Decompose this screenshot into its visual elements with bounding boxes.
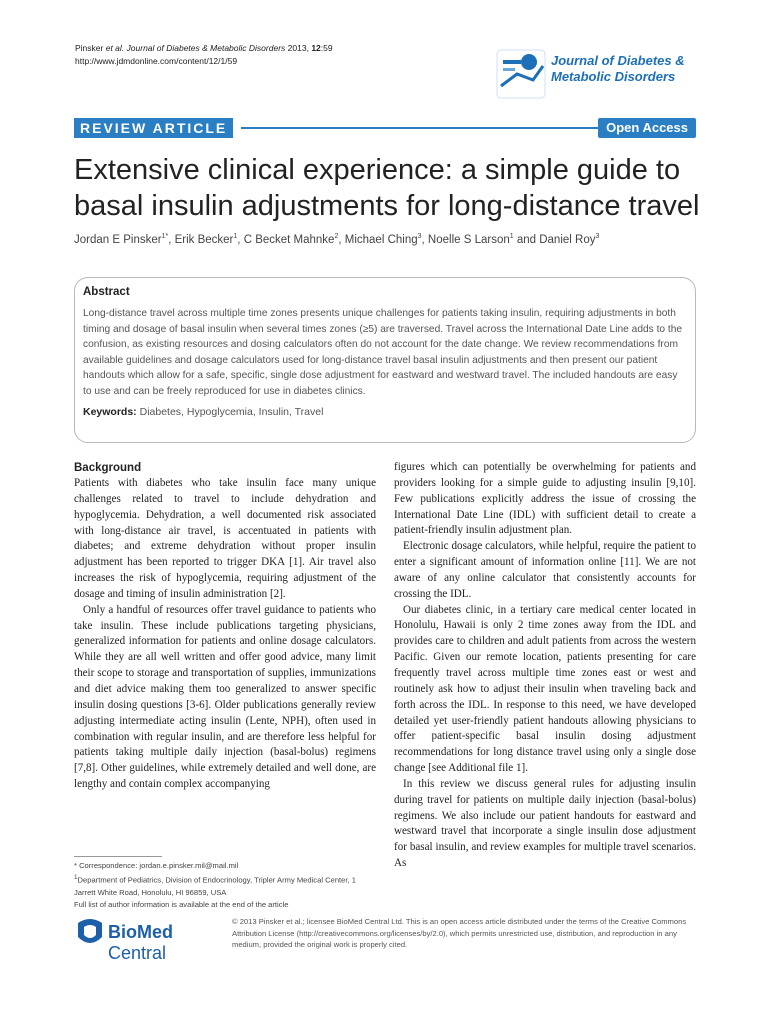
author-name: Michael Ching: [344, 233, 418, 246]
publisher-name: BioMed Central: [108, 922, 173, 963]
author-list: [74, 233, 714, 246]
article-title: Extensive clinical experience: a simple guide to basal insulin adjustments for long-distance travel: [74, 154, 700, 222]
author-name: C Becket Mahnke: [243, 233, 335, 246]
article-url[interactable]: http://www.jdmdonline.com/content/12/1/59: [75, 56, 238, 66]
abstract-box: [74, 277, 696, 443]
citation-header: [75, 42, 333, 68]
author-affiliation-sup: 1: [233, 233, 238, 240]
paragraph: Only a handful of resources offer travel guidance to patients who take insulin. These include publications targeting physicians, generalized information for patients and online dosage calculators. While they are all well written and offer good advice, many limit their scope to storage and transportation of supplies, immunizations and diet advice making them too generalized to answer specific insulin dosing questions [3-6]. Older publications generally review adjusting intermediate acting insulin (Lente, NPH), often used in combination with regular insulin, and are therefore less helpful for patients taking multiple daily injection (basal-bolus) regimens [7,8]. Other guidelines, while extremely detailed and well done, are lengthy and contain complex accompanying: [74, 603, 376, 791]
open-access-badge: Open Access: [598, 118, 696, 138]
author-separator: ,: [421, 233, 428, 246]
abstract-text: Long-distance travel across multiple time zones presents unique challenges for patients taking insulin, requiring adjustments in both timing and dosage of basal insulin when several times zones (≥5) are traversed. Travel across the International Date Line adds to the confusion, as existing resources and dosing calculators often do not account for the date change. We review recommendations from available guidelines and dosage calculators used for long-distance travel basal insulin adjustments and then present our patient handouts which allow for a safe, specific, single dose adjustment for eastward and westward travel. The included handouts are easy to use and can be freely reproduced for use in diabetes clinics.: [83, 308, 683, 397]
author-affiliation-sup: 2: [334, 233, 339, 240]
review-article-label: REVIEW ARTICLE: [74, 118, 241, 138]
author-affiliation-sup: 1: [509, 233, 514, 240]
author-affiliation-sup: 1*: [161, 233, 169, 240]
biomed-central-logo-icon: [74, 915, 106, 951]
paragraph: In this review we discuss general rules for adjusting insulin during travel for patients on multiple daily injection (basal-bolus) regimens. We also include our patient handouts for eastward and westward travel that incorporate a single insulin dose adjustment for basal insulin, and review examples for multiple travel scenarios. As: [394, 777, 696, 870]
author-affiliation-sup: 3: [595, 233, 600, 240]
license-text: © 2013 Pinsker et al.; licensee BioMed Central Ltd. This is an open access article distributed under the terms of the Creative Commons Attribution License (http://creativecommons.org/licenses/by/2.0), which permits unrestricted use, distribution, and reproduction in any medium, provided the original work is properly cited.: [232, 917, 687, 949]
paragraph: Our diabetes clinic, in a tertiary care medical center located in Honolulu, Hawaii is only 2 time zones away from the IDL and provides care to children and adult patients from across the western Pacific. Given our remote location, patients presenting for care frequently travel across multiple time zones east or west and routinely ask how to adjust their insulin when traveling back and forth across the IDL. In response to this need, we have developed detailed yet user-friendly patient handouts allowing physicians to offer patient-specific basal insulin dosing adjustment recommendations for long distance travel using only a single dose change [see Additional file 1].: [394, 603, 696, 775]
abstract-heading: Abstract: [83, 286, 130, 298]
journal-logo-icon: [493, 46, 549, 102]
author-name: Erik Becker: [174, 233, 234, 246]
citation-line: Pinsker et al. Journal of Diabetes & Metabolic Disorders 2013, 12:59: [75, 43, 333, 53]
author-separator: ,: [338, 233, 345, 246]
article-type-banner: [74, 118, 696, 138]
paragraph: Electronic dosage calculators, while helpful, require the patient to enter a significant amount of information online [11]. We are not aware of any online calculator that consistently accounts for crossing the IDL.: [394, 540, 696, 600]
author-name: Noelle S Larson: [427, 233, 510, 246]
background-heading: Background: [74, 462, 142, 474]
journal-name: Journal of Diabetes & Metabolic Disorders: [551, 53, 685, 84]
left-column: [74, 460, 376, 793]
author-separator: and: [513, 233, 540, 246]
author-affiliation-sup: 3: [417, 233, 422, 240]
author-separator: ,: [237, 233, 244, 246]
correspondence-note[interactable]: * Correspondence: jordan.e.pinsker.mil@mail.mil: [74, 861, 239, 870]
right-column: [394, 460, 696, 872]
author-info-note: Full list of author information is available at the end of the article: [74, 899, 289, 909]
journal-logo: [493, 46, 703, 102]
author-separator: ,: [168, 233, 175, 246]
author-name: Jordan E Pinsker: [74, 233, 162, 246]
paragraph: figures which can potentially be overwhelming for patients and providers looking for a simple guide to adjusting insulin [9,10]. Few publications explicitly address the issue of crossing the International Date Line (IDL) with sufficient detail to create a patient-friendly insulin adjustment plan.: [394, 461, 696, 537]
biomed-central-logo: [74, 913, 224, 963]
footnote-divider: [74, 856, 162, 857]
paragraph: Patients with diabetes who take insulin face many unique challenges related to travel to include dehydration and hypoglycemia. Dehydration, a well documented risk associated with long-distance air travel, is accentuated in patients with diabetes; and extreme dehydration without proper insulin adjustment has been reported to trigger DKA [1]. Air travel also increases the risk of hypoglycemia, requiring adjustment of the dosage and timing of insulin administration [2].: [74, 477, 376, 600]
footnotes: [74, 860, 379, 911]
keywords: Keywords: Diabetes, Hypoglycemia, Insulin, Travel: [83, 405, 324, 418]
affiliation-note: $^1$Department of Pediatrics, Division of Endocrinology, Tripler Army Medical Center, 1 Jarrett White Road, Honolulu, HI 96859, USA: [74, 874, 356, 897]
author-name: Daniel Roy: [539, 233, 596, 246]
